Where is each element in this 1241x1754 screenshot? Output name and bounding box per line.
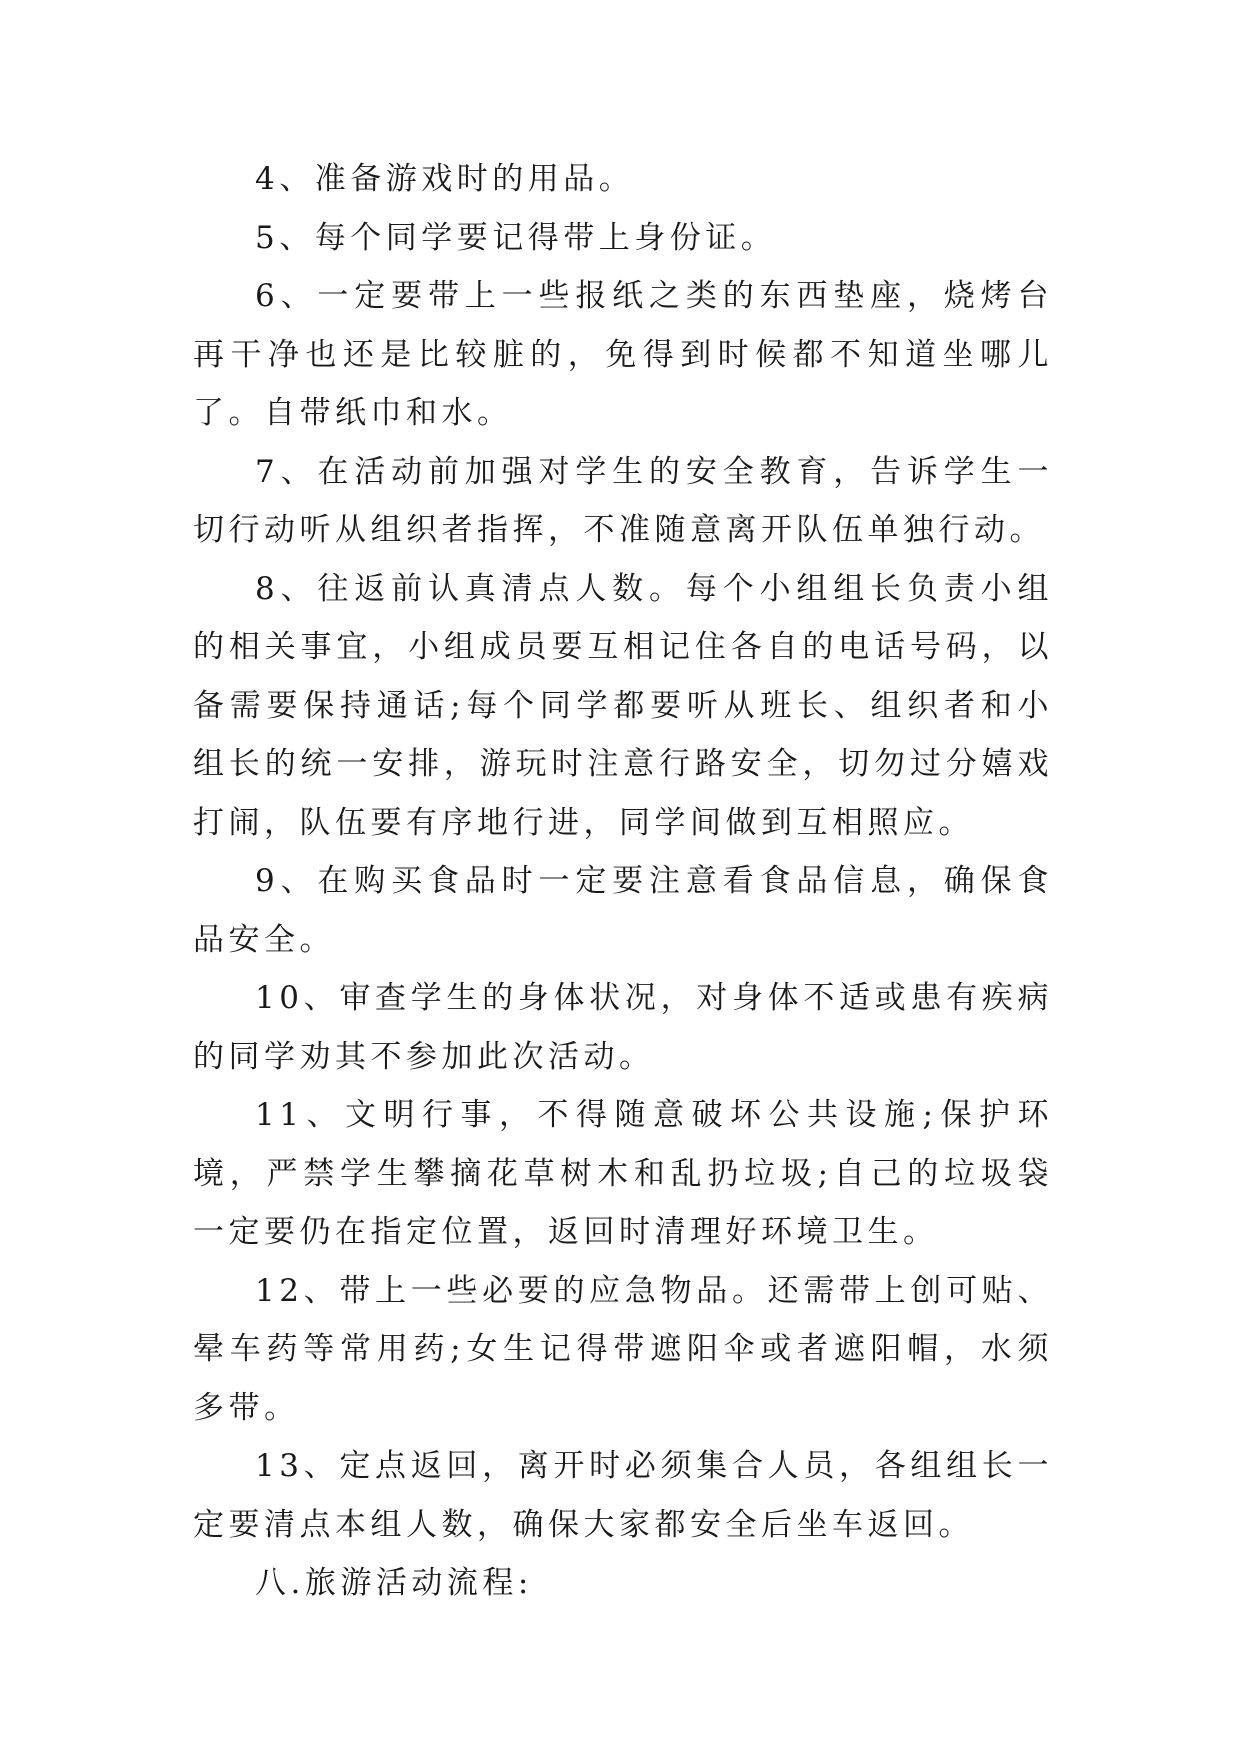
paragraph-item-13: 13、定点返回，离开时必须集合人员，各组组长一定要清点本组人数，确保大家都安全后坐车返回。 <box>193 1448 1053 1543</box>
section-heading-itinerary: 八.旅游活动流程: <box>255 1565 533 1601</box>
document-page <box>193 150 1053 1613</box>
paragraph-item-12: 12、带上一些必要的应急物品。还需带上创可贴、晕车药等常用药;女生记得带遮阳伞或者遮阳帽，水须多带。 <box>193 1272 1053 1426</box>
paragraph-item-8: 8、往返前认真清点人数。每个小组组长负责小组的相关事宜，小组成员要互相记住各自的电话号码，以备需要保持通话;每个同学都要听从班长、组织者和小组长的统一安排，游玩时注意行路安全，切勿过分嬉戏打闹，队伍要有序地行进，同学间做到互相照应。 <box>193 570 1053 841</box>
paragraph-item-10: 10、审查学生的身体状况，对身体不适或患有疾病的同学劝其不参加此次活动。 <box>193 980 1053 1075</box>
paragraph-item-7: 7、在活动前加强对学生的安全教育，告诉学生一切行动听从组织者指挥，不准随意离开队伍单独行动。 <box>193 453 1053 548</box>
paragraph-item-4: 4、准备游戏时的用品。 <box>255 161 635 197</box>
paragraph-item-5: 5、每个同学要记得带上身份证。 <box>255 219 777 256</box>
paragraph-item-9: 9、在购买食品时一定要注意看食品信息，确保食品安全。 <box>193 863 1053 958</box>
paragraph-item-11: 11、文明行事，不得随意破坏公共设施;保护环境，严禁学生攀摘花草树木和乱扔垃圾;自己的垃圾袋一定要仍在指定位置，返回时清理好环境卫生。 <box>193 1097 1053 1250</box>
paragraph-item-6: 6、一定要带上一些报纸之类的东西垫座，烧烤台再干净也还是比较脏的，免得到时候都不知道坐哪儿了。自带纸巾和水。 <box>193 278 1053 431</box>
